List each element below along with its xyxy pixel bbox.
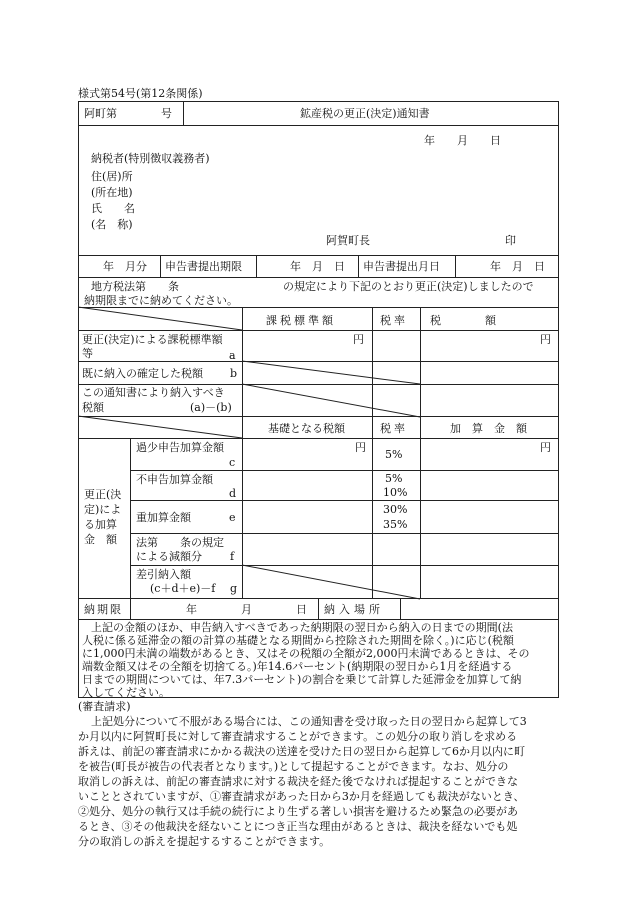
- row-ab-code: (a)－(b): [190, 401, 232, 414]
- law-text-line1: の規定により下記のとおり更正(決定)しましたので: [283, 280, 534, 293]
- form-label: 様式第54号(第12条関係): [78, 87, 203, 100]
- header-corner-diagonal: [78, 307, 242, 330]
- row-e-label: 重加算金額: [136, 511, 191, 524]
- note-line-3: に1,000円未満の端数があるとき、又はその税額の全額が2,000円未満であるときは、その: [82, 647, 530, 660]
- row-g-label-2: (c＋d＋e)－f: [150, 582, 216, 595]
- review-line-4: を被告(町長が被告の代表者となります。)として提起することができます。なお、処分の: [78, 760, 509, 773]
- row-c-label: 過少申告加算金額: [136, 441, 224, 454]
- review-line-3: 訴えは、前記の審査請求にかかる裁決の送達を受けた日の翌日から起算して6か月以内に町: [78, 745, 525, 758]
- mayor-label: 阿賀町長: [326, 234, 370, 247]
- payment-deadline-value: 年 月 日: [186, 603, 307, 616]
- row-a-code: a: [229, 349, 236, 362]
- note-line-2: 人税に係る延滞金の額の計算の基礎となる期間から控除された期間を除く。)に応じ(税額: [82, 634, 514, 647]
- penalty-rate-header: 税率: [380, 422, 408, 435]
- penalty-diff-diagonal: [242, 565, 420, 599]
- seal-mark: 印: [505, 234, 516, 247]
- filing-deadline-label: 申告書提出期限: [165, 260, 242, 273]
- base-tax-header: 基礎となる税額: [268, 422, 345, 435]
- tax-amount-header: 税 額: [430, 314, 496, 327]
- row-c-unit: 円: [355, 441, 366, 454]
- review-line-6: いこととされていますが、①審査請求があった日から3か月を経過しても裁決がないとき、: [78, 790, 525, 803]
- filing-deadline-value: 年 月 日: [290, 260, 345, 273]
- law-text-line2: 納期限までに納めてください。: [84, 294, 238, 307]
- group-label-2: 定)によ: [84, 503, 122, 516]
- tax-month: 年 月分: [103, 260, 147, 273]
- row-e-code: e: [229, 511, 236, 524]
- row-d-label: 不申告加算金額: [136, 473, 213, 486]
- corp-name-label: (名 称): [91, 218, 133, 231]
- note-line-5: 日までの期間については、年7.3パーセント)の割合を乗じて計算した延滞金を加算して納: [82, 673, 522, 686]
- tax-rate-header: 税率: [380, 314, 408, 327]
- filing-date-value: 年 月 日: [490, 260, 545, 273]
- row-a-tax-unit: 円: [540, 333, 551, 346]
- row-d-rate-1: 5%: [385, 472, 403, 485]
- office-number: 阿町第 号: [84, 107, 172, 120]
- row-c-rate: 5%: [385, 448, 403, 461]
- note-line-6: 入してください。: [82, 686, 170, 699]
- payment-place-label: 納入場所: [324, 603, 384, 616]
- notice-date: 年 月 日: [424, 134, 501, 147]
- group-label-1: 更正(決: [84, 488, 122, 501]
- row-a-unit: 円: [353, 333, 364, 346]
- review-line-9: 分の取消しの訴えを提起するすることができます。: [78, 835, 331, 848]
- row-e-rate-1: 30%: [383, 503, 408, 516]
- row-d-code: d: [229, 487, 237, 500]
- review-line-5: 取消しの訴えは、前記の審査請求に対する裁決を経た後でなければ提起することができな: [78, 775, 518, 788]
- note-line-1: 上記の金額のほか、申告納入すべきであった納期限の翌日から納入の日までの期間(法: [91, 621, 513, 634]
- filing-date-label: 申告書提出月日: [363, 260, 440, 273]
- tax-table-diagonals: [242, 361, 420, 417]
- payment-deadline-label: 納期限: [84, 603, 123, 616]
- row-f-label: 法第 条の規定: [136, 536, 224, 549]
- row-d-rate-2: 10%: [383, 486, 408, 499]
- name-label: 氏 名: [91, 202, 135, 215]
- review-heading: (審査請求): [78, 700, 131, 713]
- tax-base-header: 課税標準額: [266, 314, 336, 327]
- row-ab-label: この通知書により納入すべき: [82, 386, 225, 399]
- document-title: 鉱産税の更正(決定)通知書: [300, 107, 430, 120]
- review-line-8: るとき、③その他裁決を経ないことにつき正当な理由があるときは、裁決を経ないでも処: [78, 820, 518, 833]
- row-b-label: 既に納入の確定した税額: [82, 367, 203, 380]
- row-f-label-2: による減額分: [136, 550, 202, 563]
- review-line-2: か月以内に阿賀町長に対して審査請求することができます。この処分の取り消しを求める: [78, 730, 518, 743]
- row-g-code: g: [230, 582, 238, 595]
- row-c-amount-unit: 円: [540, 441, 551, 454]
- address-label: 住(居)所: [91, 170, 133, 183]
- row-f-code: f: [230, 550, 235, 563]
- review-line-7: ②処分、処分の執行又は手続の続行により生ずる著しい損害を避けるため緊急の必要があ: [78, 805, 518, 818]
- law-article: 地方税法第 条: [91, 280, 179, 293]
- row-g-label: 差引納入額: [136, 568, 191, 581]
- penalty-amount-header: 加 算 金 額: [450, 422, 527, 435]
- row-e-rate-2: 35%: [383, 518, 408, 531]
- row-a-label: 更正(決定)による課税標準額: [82, 333, 223, 346]
- row-ab-label-2: 税額: [82, 401, 104, 414]
- location-label: (所在地): [91, 186, 133, 199]
- group-label-3: る加算: [84, 518, 117, 531]
- row-b-code: b: [230, 367, 238, 380]
- row-a-label-2: 等: [82, 347, 93, 360]
- penalty-corner-diagonal: [78, 416, 242, 438]
- review-line-1: 上記処分について不服がある場合には、この通知書を受け取った日の翌日から起算して3: [91, 715, 527, 728]
- row-c-code: c: [229, 456, 236, 469]
- note-line-4: 端数金額又はその全額を切捨てる。)年14.6パーセント(納期限の翌日から1月を経過する: [82, 660, 513, 673]
- group-label-4: 金 額: [84, 533, 117, 546]
- taxpayer-label: 納税者(特別徴収義務者): [91, 152, 210, 165]
